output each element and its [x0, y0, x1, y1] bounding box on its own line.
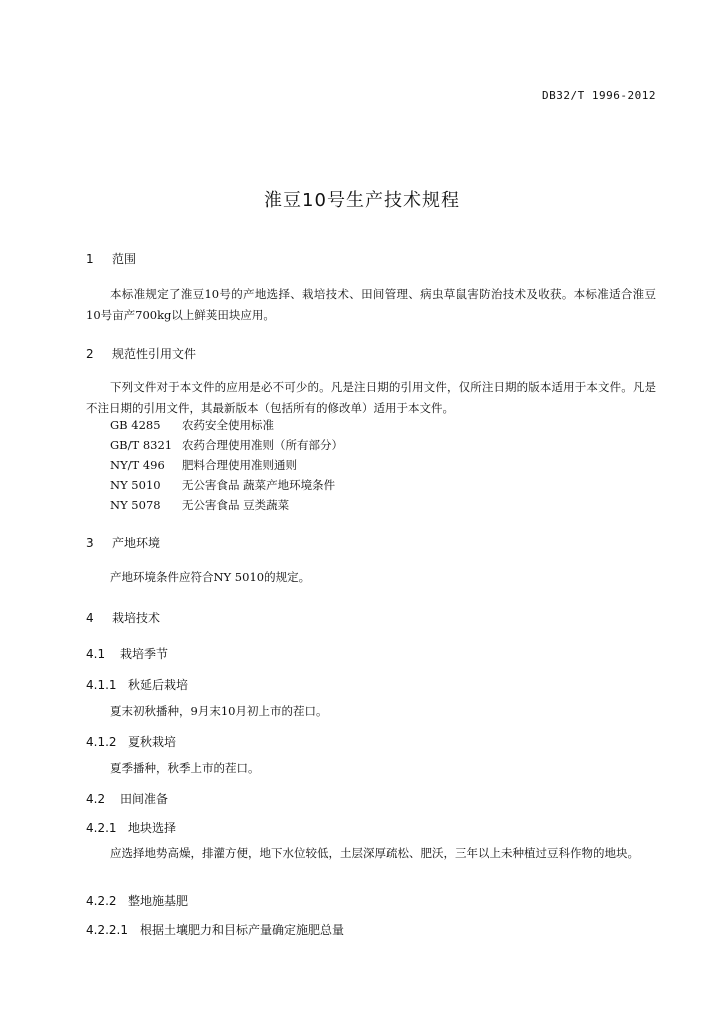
section-title: 田间准备	[120, 792, 169, 806]
reference-name: 农药合理使用准则（所有部分）	[182, 438, 343, 452]
section-title: 产地环境	[112, 536, 161, 550]
reference-item	[86, 435, 656, 455]
reference-item	[86, 415, 656, 435]
section-number: 4.2.1	[86, 821, 117, 835]
section-number: 4.2.2	[86, 894, 117, 908]
section-number: 2	[86, 347, 94, 361]
reference-name: 无公害食品 蔬菜产地环境条件	[182, 478, 336, 492]
section-number: 4.1.2	[86, 735, 117, 749]
section-4-2-1-paragraph: 应选择地势高燥，排灌方便，地下水位较低，土层深厚疏松、肥沃，三年以上未种植过豆科作物的地块。	[110, 846, 639, 860]
section-number: 4.2.2.1	[86, 923, 128, 937]
reference-code: NY 5010	[110, 478, 161, 492]
reference-item	[86, 475, 656, 495]
reference-code: NY/T 496	[110, 458, 165, 472]
section-1-paragraph: 本标准规定了淮豆10号的产地选择、栽培技术、田间管理、病虫草鼠害防治技术及收获。本标准适合淮豆10号亩产700kg以上鲜荚田块应用。	[86, 287, 656, 322]
section-4-2-2-heading	[86, 892, 656, 909]
standard-code: DB32/T 1996-2012	[542, 89, 656, 102]
section-4-1-heading	[86, 645, 656, 662]
section-number: 4.2	[86, 792, 106, 806]
section-title: 根据土壤肥力和目标产量确定施肥总量	[140, 923, 345, 937]
section-4-2-heading	[86, 790, 656, 807]
section-number: 4.1.1	[86, 678, 117, 692]
section-title: 秋延后栽培	[128, 678, 189, 692]
section-title: 栽培季节	[120, 647, 169, 661]
reference-code: NY 5078	[110, 498, 161, 512]
section-title: 栽培技术	[112, 611, 161, 625]
section-4-heading	[86, 609, 656, 626]
reference-item	[86, 495, 656, 515]
reference-item	[86, 455, 656, 475]
section-3-paragraph: 产地环境条件应符合NY 5010的规定。	[110, 570, 311, 584]
reference-list	[86, 415, 656, 515]
section-4-1-1-paragraph: 夏末初秋播种，9月末10月初上市的茬口。	[110, 704, 328, 718]
section-1-heading	[86, 250, 656, 267]
section-4-1-2-paragraph: 夏季播种，秋季上市的茬口。	[110, 761, 260, 775]
section-number: 3	[86, 536, 94, 550]
section-number: 4	[86, 611, 94, 625]
section-4-2-1-heading	[86, 819, 656, 836]
reference-code: GB 4285	[110, 418, 161, 432]
reference-name: 肥料合理使用准则通则	[182, 458, 297, 472]
section-title: 整地施基肥	[128, 894, 189, 908]
section-title: 地块选择	[128, 821, 177, 835]
section-2-paragraph: 下列文件对于本文件的应用是必不可少的。凡是注日期的引用文件，仅所注日期的版本适用于本文件。凡是不注日期的引用文件，其最新版本（包括所有的修改单）适用于本文件。	[86, 380, 656, 415]
document-title: 淮豆10号生产技术规程	[264, 190, 460, 211]
section-4-1-1-heading	[86, 676, 656, 693]
reference-code: GB/T 8321	[110, 438, 173, 452]
section-number: 1	[86, 252, 94, 266]
section-number: 4.1	[86, 647, 106, 661]
section-title: 范围	[112, 252, 137, 266]
reference-name: 农药安全使用标准	[182, 418, 274, 432]
section-3-heading	[86, 534, 656, 551]
reference-name: 无公害食品 豆类蔬菜	[182, 498, 290, 512]
section-title: 规范性引用文件	[112, 347, 197, 361]
section-4-1-2-heading	[86, 733, 656, 750]
section-title: 夏秋栽培	[128, 735, 177, 749]
section-4-2-2-1-heading	[86, 921, 656, 938]
section-2-heading	[86, 345, 656, 362]
